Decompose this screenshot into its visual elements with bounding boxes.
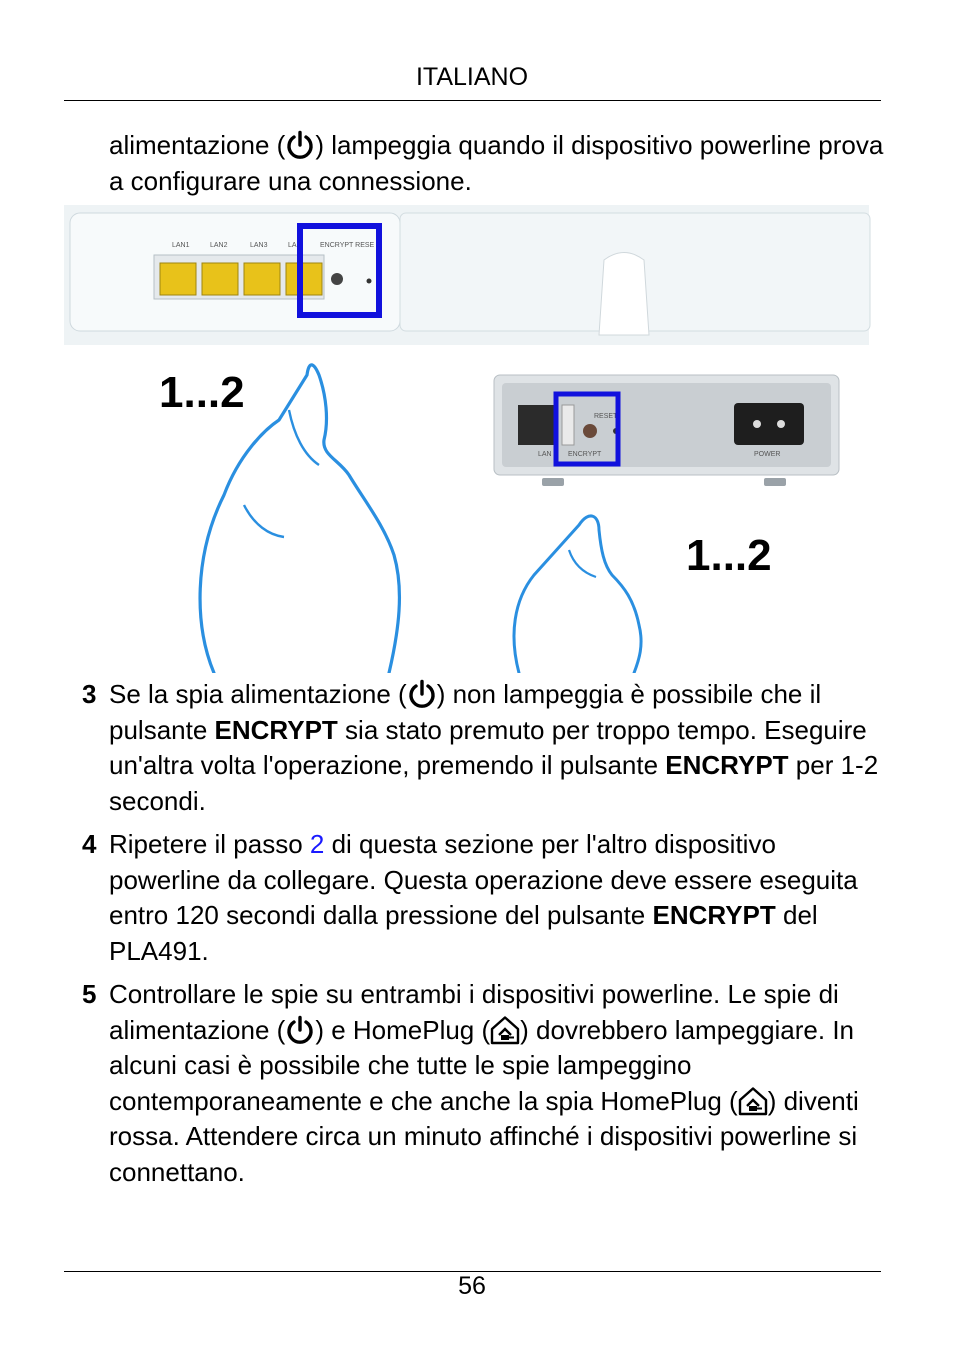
power-icon	[407, 679, 437, 709]
port-label: ENCRYPT	[568, 451, 602, 458]
page-number: 56	[458, 1272, 486, 1300]
port-label: LAN	[538, 451, 552, 458]
port-label: LAN2	[210, 242, 228, 249]
device-b	[494, 375, 839, 486]
port-label: LAN3	[250, 242, 268, 249]
step-3: 3 Se la spia alimentazione ( ) non lampeggia è possibile che il pulsante ENCRYPT sia stato premuto per troppo tempo. Eseguire un'altra volta l'operazione, premendo il pulsante ENCRYPT per 1-2 secondi.	[82, 679, 879, 816]
header-rule	[64, 100, 881, 101]
pointing-hand-right	[514, 516, 641, 673]
step-number: 5	[82, 979, 97, 1009]
port-label: RESET	[594, 413, 618, 420]
encrypt-term: ENCRYPT	[665, 750, 789, 780]
port-label: LAN1	[172, 242, 190, 249]
encrypt-term: ENCRYPT	[214, 714, 338, 745]
page-header-title: ITALIANO	[415, 63, 529, 91]
step-4: 4 Ripetere il passo 2 di questa sezione per l'altro dispositivo powerline da collegare. Questa operazione deve essere eseguita entro 120 secondi dalla pressione del pulsante ENCRYPT del PLA491.	[82, 829, 858, 966]
step-number: 3	[82, 679, 97, 709]
press-count-label-left: 1...2	[159, 368, 245, 417]
port-label: POWER	[754, 451, 781, 458]
intro-paragraph: alimentazione ( ) lampeggia quando il dispositivo powerline prova a configurare una connessione.	[109, 130, 884, 196]
device-a	[64, 205, 870, 345]
encrypt-button-figure	[64, 205, 874, 673]
power-icon	[285, 1015, 315, 1045]
step-link[interactable]: 2	[309, 829, 325, 859]
encrypt-term: ENCRYPT	[652, 900, 776, 930]
port-label: LA	[288, 242, 297, 249]
power-icon	[285, 130, 315, 160]
homeplug-icon	[738, 1086, 768, 1116]
step-5: 5 Controllare le spie su entrambi i dispositivi powerline. Le spie di alimentazione ( ) e HomePlug ( ) dovrebbero lampeggiare. In alcuni casi è possibile che tutte le spie lampeggino contemporaneamente e che anche la spia HomePlug ( ) diventi rossa. Attendere circa un minuto affinché i dispositivi powerline si connettano.	[82, 979, 859, 1187]
press-count-label-right: 1...2	[686, 531, 772, 580]
homeplug-icon	[490, 1015, 520, 1045]
port-label: ENCRYPT RESE	[320, 242, 375, 249]
step-number: 4	[82, 829, 97, 859]
